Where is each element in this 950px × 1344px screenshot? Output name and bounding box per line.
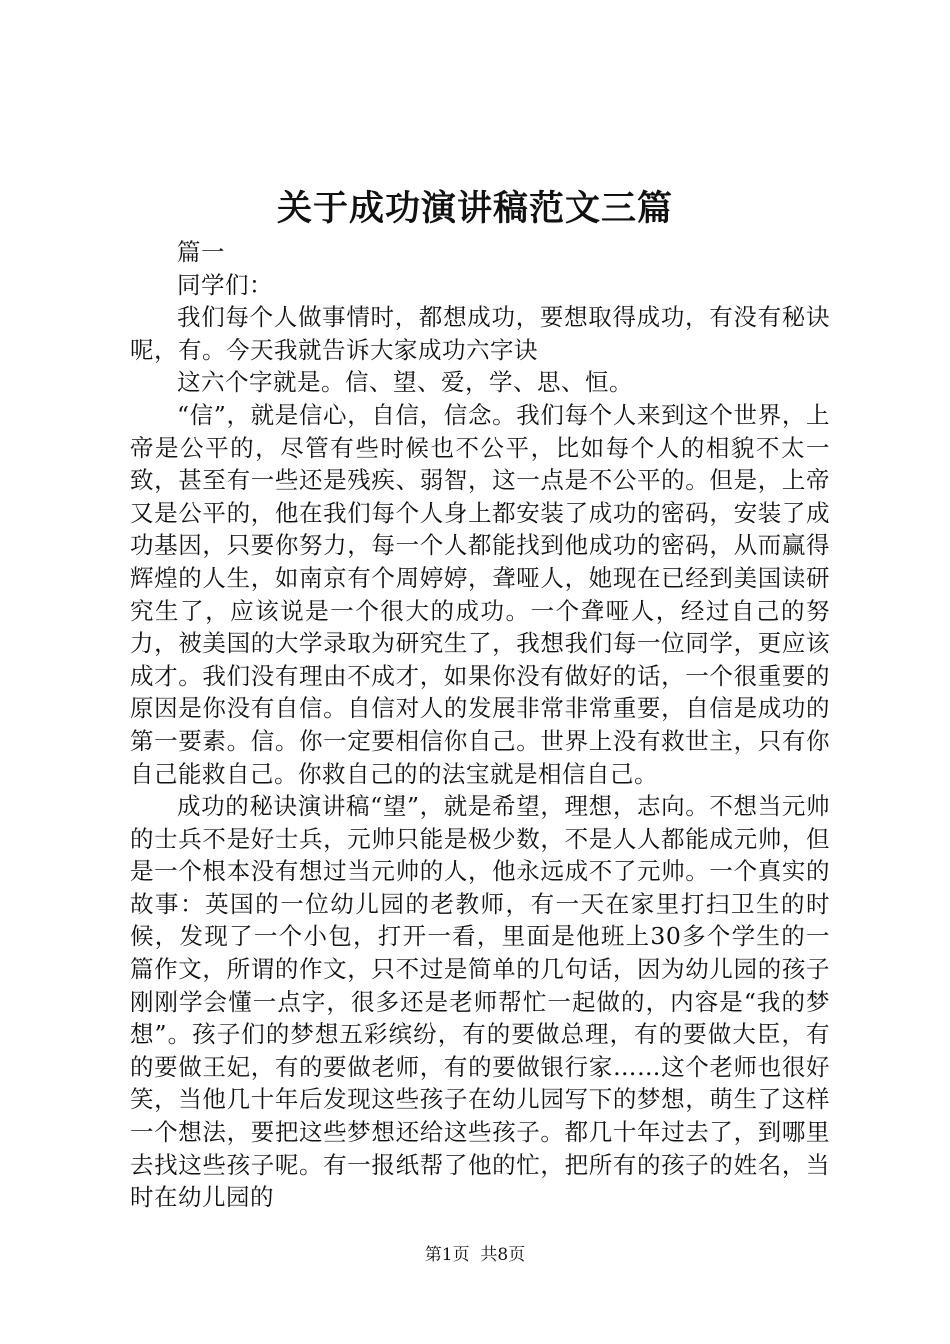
body-paragraph: “信”，就是信心，自信，信念。我们每个人来到这个世界，上帝是公平的，尽管有些时候也不公平，比如每个人的相貌不太一致，甚至有一些还是残疾、弱智，这一点是不公平的。但是，上帝又是公平的，他在我们每个人身上都安装了成功的密码，安装了成功基因，只要你努力，每一个人都能找到他成功的密码，从而赢得辉煌的人生，如南京有个周婷婷，聋哑人，她现在已经到美国读研究生了，应该说是一个很大的成功。一个聋哑人，经过自己的努力，被美国的大学录取为研究生了，我想我们每一位同学，更应该成才。我们没有理由不成才，如果你没有做好的话，一个很重要的原因是你没有自信。自信对人的发展非常非常重要，自信是成功的第一要素。信。你一定要相信你自己。世界上没有救世主，只有你自己能救自己。你救自己的的法宝就是相信自己。	[130, 400, 830, 788]
page-title: 关于成功演讲稿范文三篇	[276, 188, 673, 229]
page-footer	[0, 1243, 950, 1267]
body-paragraph: 我们每个人做事情时，都想成功，要想取得成功，有没有秘诀呢，有。今天我就告诉大家成功六字诀	[130, 303, 830, 364]
body-paragraph: 这六个字就是。信、望、爱，学、思、恒。	[177, 368, 633, 397]
body-paragraph: 成功的秘诀演讲稿“望”，就是希望，理想，志向。不想当元帅的士兵不是好士兵，元帅只能是极少数，不是人人都能成元帅，但是一个根本没有想过当元帅的人，他永远成不了元帅。一个真实的故事：英国的一位幼儿园的老教师，有一天在家里打扫卫生的时候，发现了一个小包，打开一看，里面是他班上30多个学生的一篇作文，所谓的作文，只不过是简单的几句话，因为幼儿园的孩子刚刚学会懂一点字，很多还是老师帮忙一起做的，内容是“我的梦想”。孩子们的梦想五彩缤纷，有的要做总理，有的要做大臣，有的要做王妃，有的要做老师，有的要做银行家……这个老师也很好笑，当他几十年后发现这些孩子在幼儿园写下的梦想，萌生了这样一个想法，要把这些梦想还给这些孩子。都几十年过去了，到哪里去找这些孩子呢。有一报纸帮了他的忙，把所有的孩子的姓名，当时在幼儿园的	[130, 792, 830, 1212]
salutation: 同学们：	[177, 270, 273, 299]
document-body	[130, 236, 830, 1214]
section-heading: 篇一	[177, 238, 225, 266]
page-number: 第1页 共8页	[424, 1245, 526, 1265]
